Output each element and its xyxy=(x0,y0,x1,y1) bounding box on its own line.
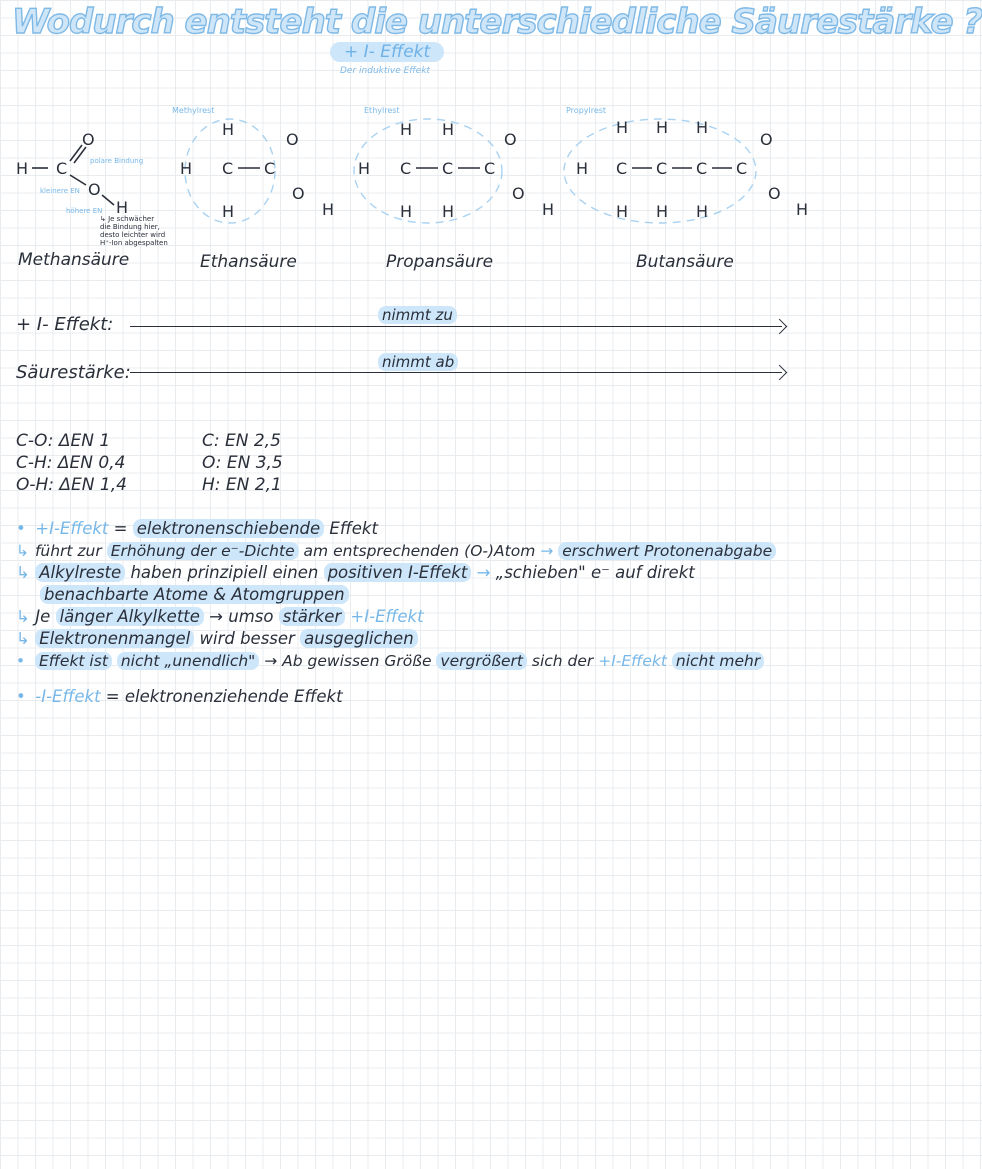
atom-c: C xyxy=(656,159,668,178)
atom-h: H xyxy=(796,200,809,219)
atom-c: C xyxy=(616,159,628,178)
en-row: C: EN 2,5 xyxy=(202,431,281,451)
molecule-name: Methansäure xyxy=(18,250,130,270)
en-row: O: EN 3,5 xyxy=(202,453,283,473)
rest-label: Methylrest xyxy=(172,106,215,115)
atom-h: H xyxy=(322,200,335,219)
molecules-diagram xyxy=(0,95,828,275)
molecule-name: Ethansäure xyxy=(200,252,297,272)
atom-o: O xyxy=(292,184,305,203)
arrow-head xyxy=(772,365,788,381)
molecule-name: Butansäure xyxy=(636,252,734,272)
atom-h: H xyxy=(116,198,129,217)
annot-polar: polare Bindung xyxy=(90,157,144,165)
atom-h: H xyxy=(222,120,235,139)
atom-c: C xyxy=(264,159,276,178)
delta-en-row: C-O: ΔEN 1 xyxy=(16,431,111,451)
arrow-head xyxy=(772,319,788,335)
delta-en-row: C-H: ΔEN 0,4 xyxy=(16,453,126,473)
en-list xyxy=(202,430,283,496)
atom-o: O xyxy=(760,130,773,149)
sub-arrow-icon: ↳ xyxy=(16,629,30,648)
note-item: • -I-Effekt = elektronenziehende Effekt xyxy=(16,687,343,706)
atom-c: C xyxy=(736,159,748,178)
butanoic-acid-structure xyxy=(564,106,808,223)
note-item: ↳ führt zur Erhöhung der e⁻-Dichte am entsprechenden (O-)Atom → erschwert Protonenabgabe xyxy=(16,540,822,562)
atom-h: H xyxy=(358,159,371,178)
sub-arrow-icon: ↳ xyxy=(16,542,29,560)
atom-c: C xyxy=(400,159,412,178)
atom-h: H xyxy=(696,202,709,221)
atom-o: O xyxy=(512,184,525,203)
atom-h: H xyxy=(400,120,413,139)
atom-h: H xyxy=(542,200,555,219)
note-item: • +I-Effekt = elektronenschiebende Effekt xyxy=(16,519,378,538)
rest-label: Ethylrest xyxy=(364,106,400,115)
atom-o: O xyxy=(504,130,517,149)
annot-note: die Bindung hier, xyxy=(100,223,160,231)
i-effect-trend: nimmt zu xyxy=(378,306,457,324)
acid-strength-arrow xyxy=(130,372,782,373)
atom-h: H xyxy=(442,120,455,139)
bullet-icon: • xyxy=(16,687,26,706)
annot-note: desto leichter wird xyxy=(100,231,166,239)
en-row: H: EN 2,1 xyxy=(202,475,282,495)
atom-o: O xyxy=(286,130,299,149)
i-effect-arrow xyxy=(130,326,782,327)
note-item: benachbarte Atome & Atomgruppen xyxy=(16,584,822,606)
methanoic-acid-structure xyxy=(16,130,168,247)
acid-strength-trend: nimmt ab xyxy=(378,353,458,371)
i-effect-label: + I- Effekt: xyxy=(16,314,114,335)
atom-o: O xyxy=(82,130,95,149)
atom-c: C xyxy=(484,159,496,178)
subtitle: + I- Effekt xyxy=(330,42,444,62)
acid-strength-label: Säurestärke: xyxy=(16,362,131,383)
annot-higher-en: höhere EN xyxy=(66,207,103,215)
delta-en-list xyxy=(16,430,127,496)
atom-h: H xyxy=(222,202,235,221)
rest-label: Propylrest xyxy=(566,106,607,115)
atom-c: C xyxy=(442,159,454,178)
atom-c: C xyxy=(222,159,234,178)
molecule-name: Propansäure xyxy=(386,252,494,272)
delta-en-row: O-H: ΔEN 1,4 xyxy=(16,475,127,495)
note-item: ↳ Elektronenmangel wird besser ausgeglichen xyxy=(16,628,822,650)
atom-h: H xyxy=(16,159,29,178)
annot-note: ↳ Je schwächer xyxy=(100,215,155,223)
atom-h: H xyxy=(696,118,709,137)
atom-o: O xyxy=(88,180,101,199)
page-title: Wodurch entsteht die unterschiedliche Säurestärke ? xyxy=(12,2,982,42)
annot-note: H⁺-Ion abgespalten xyxy=(100,239,168,247)
note-item: • Effekt ist nicht „unendlich" → Ab gewissen Größe vergrößert sich der +I-Effekt nicht mehr xyxy=(16,650,822,672)
subtitle-note: Der induktive Effekt xyxy=(340,66,431,76)
atom-h: H xyxy=(656,202,669,221)
annot-lower-en: kleinere EN xyxy=(40,187,80,195)
atom-c: C xyxy=(56,159,68,178)
atom-h: H xyxy=(400,202,413,221)
bullet-icon: • xyxy=(16,652,26,670)
sub-arrow-icon: ↳ xyxy=(16,563,30,582)
atom-h: H xyxy=(442,202,455,221)
note-item: ↳ Je länger Alkylkette → umso stärker +I-Effekt xyxy=(16,607,424,626)
notes-list xyxy=(16,518,822,708)
bullet-icon: • xyxy=(16,519,26,538)
propanoic-acid-structure xyxy=(354,106,554,223)
ethanoic-acid-structure xyxy=(172,106,334,223)
atom-h: H xyxy=(656,118,669,137)
atom-h: H xyxy=(616,118,629,137)
sub-arrow-icon: ↳ xyxy=(16,607,30,626)
atom-h: H xyxy=(576,159,589,178)
atom-o: O xyxy=(768,184,781,203)
atom-h: H xyxy=(180,159,193,178)
note-item: ↳ Alkylreste haben prinzipiell einen positiven I-Effekt → „schieben" e⁻ auf direkt xyxy=(16,563,695,582)
atom-h: H xyxy=(616,202,629,221)
atom-c: C xyxy=(696,159,708,178)
